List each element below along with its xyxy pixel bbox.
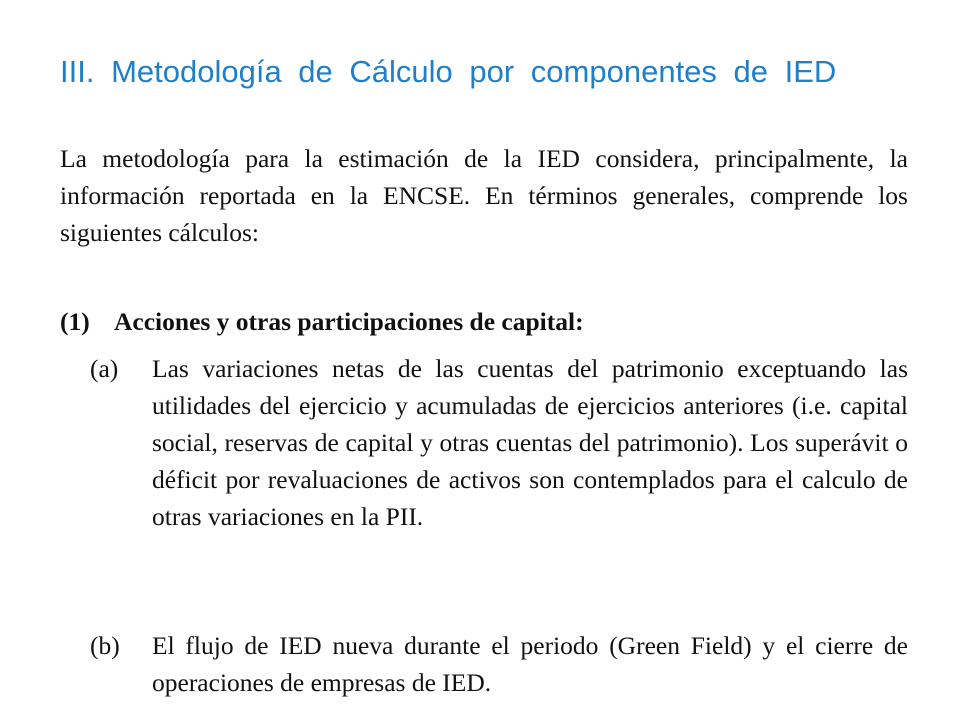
list-item-a-marker: (a) [90,354,119,383]
section-number: (1) [60,307,90,336]
list-item-a [90,350,908,535]
slide-title: III. Metodología de Cálculo por componentes de IED [60,54,837,89]
section-heading-text: Acciones y otras participaciones de capital: [114,307,584,336]
list-item-a-text: Las variaciones netas de las cuentas del patrimonio exceptuando las utilidades del ejercicio y acumuladas de ejercicios anteriores (i.e. capital social, reservas de capital y otras cuentas del patrimonio). Los superávit o déficit por revaluaciones de activos son contemplados para el calculo de otras variaciones en la PII. [152,354,908,531]
list-item-b [90,627,908,701]
list-item-b-text: El flujo de IED nueva durante el periodo (Green Field) y el cierre de operaciones de empresas de IED. [152,631,908,697]
list-item-b-marker: (b) [90,631,120,660]
intro-paragraph: La metodología para la estimación de la IED considera, principalmente, la información reportada en la ENCSE. En términos generales, comprende los siguientes cálculos: [60,144,908,247]
section-heading [60,303,584,340]
